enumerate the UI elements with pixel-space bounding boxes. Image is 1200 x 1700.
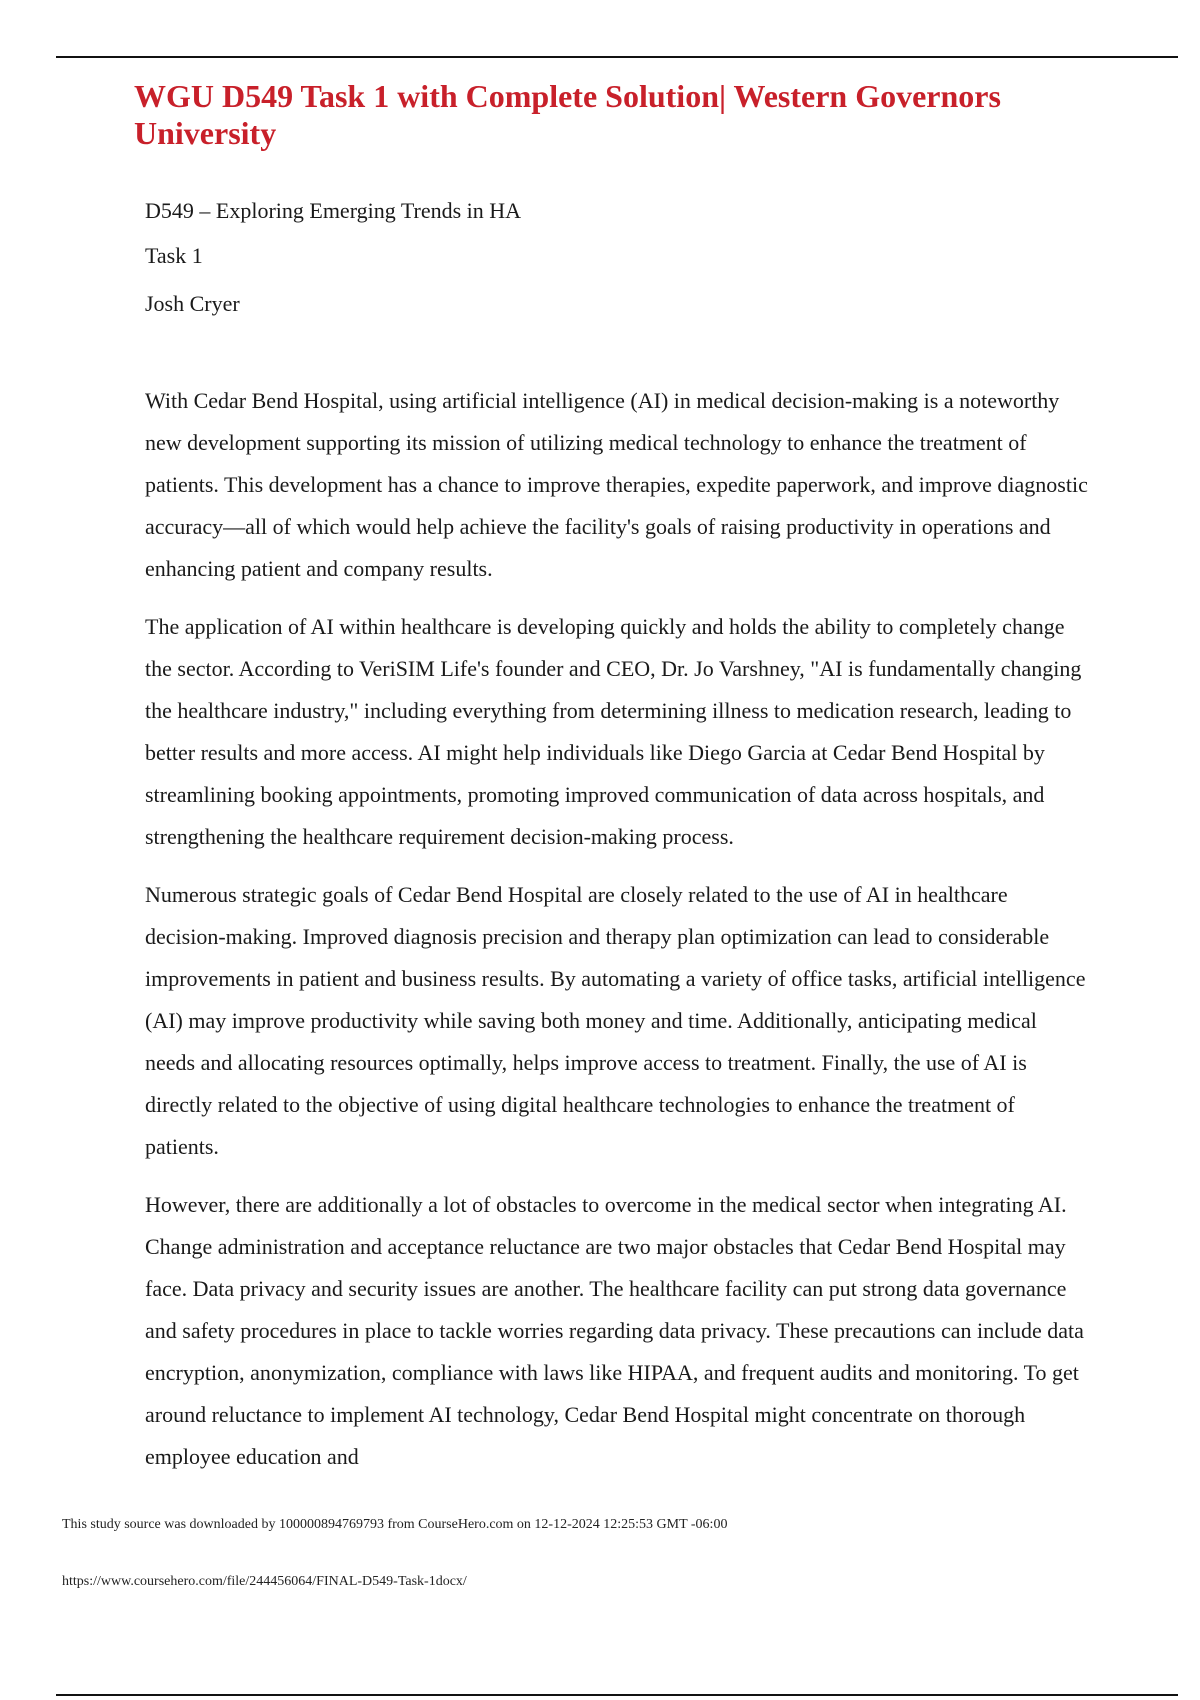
course-line: D549 – Exploring Emerging Trends in HA <box>145 198 522 223</box>
download-notice: This study source was downloaded by 100000894769793 from CourseHero.com on 12-12-2024 12:25:53 GMT -06:00 <box>62 1517 728 1532</box>
task-line: Task 1 <box>145 243 203 268</box>
document-body <box>145 380 1090 1494</box>
body-paragraph-2: The application of AI within healthcare is developing quickly and holds the ability to completely change the sector. According to VeriSIM Life's founder and CEO, Dr. Jo Varshney, "AI is fundamentally changing the healthcare industry," including everything from determining illness to medication research, leading to better results and more access. AI might help individuals like Diego Garcia at Cedar Bend Hospital by streamlining booking appointments, promoting improved communication of data across hospitals, and strengthening the healthcare requirement decision-making process. <box>145 614 1082 849</box>
footer-divider <box>56 1694 1178 1696</box>
body-paragraph-3: Numerous strategic goals of Cedar Bend Hospital are closely related to the use of AI in healthcare decision-making. Improved diagnosis precision and therapy plan optimization can lead to considerable improvements in patient and business results. By automating a variety of office tasks, artificial intelligence (AI) may improve productivity while saving both money and time. Additionally, anticipating medical needs and allocating resources optimally, helps improve access to treatment. Finally, the use of AI is directly related to the objective of using digital healthcare technologies to enhance the treatment of patients. <box>145 882 1086 1159</box>
header-divider <box>56 56 1178 58</box>
document-title: WGU D549 Task 1 with Complete Solution| Western Governors University <box>134 78 1001 151</box>
author-line: Josh Cryer <box>145 291 240 316</box>
body-paragraph-4: However, there are additionally a lot of obstacles to overcome in the medical sector when integrating AI. Change administration and acceptance reluctance are two major obstacles that Cedar Bend Hospital may face. Data privacy and security issues are another. The healthcare facility can put strong data governance and safety procedures in place to tackle worries regarding data privacy. These precautions can include data encryption, anonymization, compliance with laws like HIPAA, and frequent audits and monitoring. To get around reluctance to implement AI technology, Cedar Bend Hospital might concentrate on thorough employee education and <box>145 1192 1084 1469</box>
body-paragraph-1: With Cedar Bend Hospital, using artificial intelligence (AI) in medical decision-making is a noteworthy new development supporting its mission of utilizing medical technology to enhance the treatment of patients. This development has a chance to improve therapies, expedite paperwork, and improve diagnostic accuracy—all of which would help achieve the facility's goals of raising productivity in operations and enhancing patient and company results. <box>145 388 1088 581</box>
source-url-link[interactable]: https://www.coursehero.com/file/244456064/FINAL-D549-Task-1docx/ <box>62 1574 467 1589</box>
